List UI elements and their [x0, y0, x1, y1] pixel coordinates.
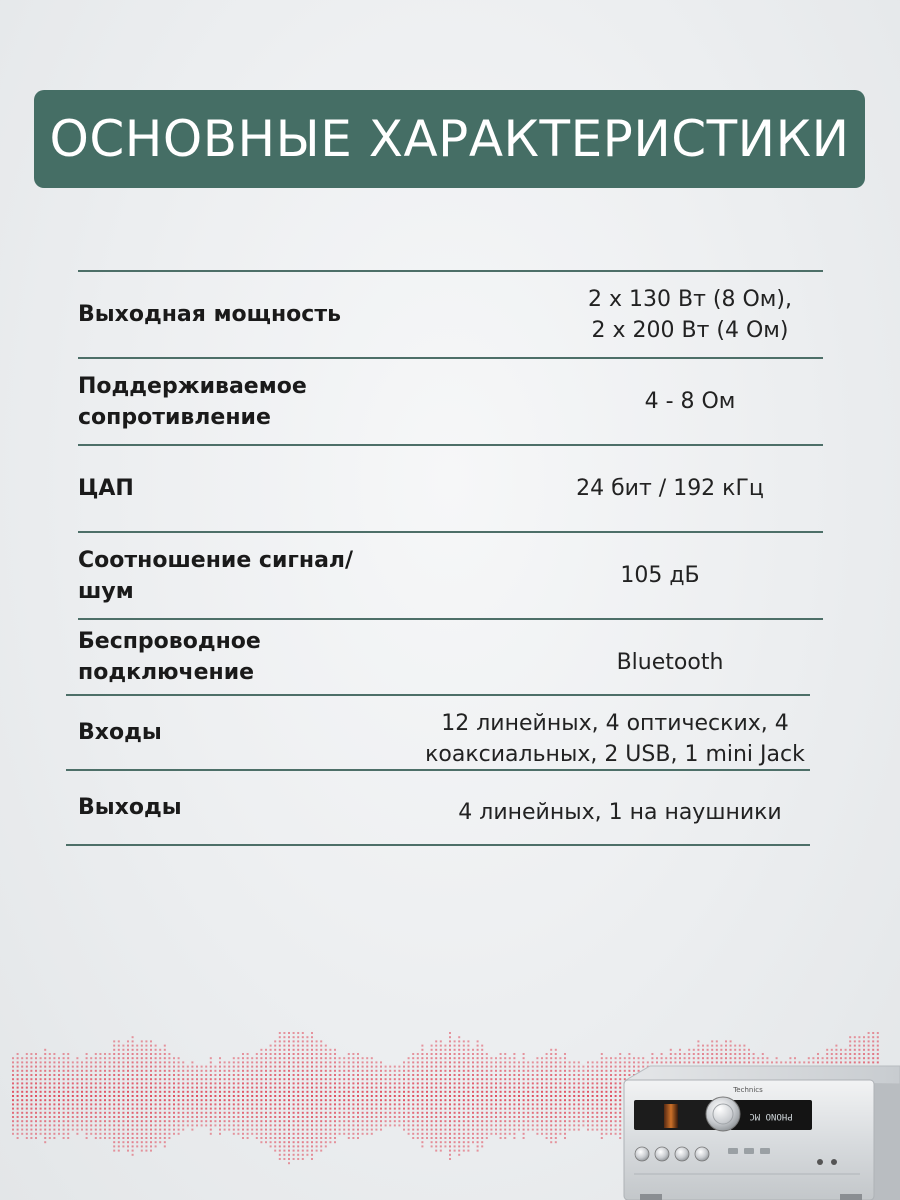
amplifier-photo-icon [620, 1062, 900, 1200]
amp-display-text: PHONO MC [749, 1111, 793, 1121]
spec-label: Выходы [78, 795, 182, 820]
spec-label: Беспроводное подключение [78, 629, 261, 685]
spec-value: 105 дБ [620, 563, 700, 588]
amp-brand: Technics [733, 1086, 763, 1094]
spec-label: Выходная мощность [78, 302, 342, 327]
spec-label: Соотношение сигнал/ шум [78, 547, 354, 604]
spec-value: Bluetooth [616, 649, 724, 675]
page-title: ОСНОВНЫЕ ХАРАКТЕРИСТИКИ [49, 110, 850, 168]
spec-value: 12 линейных, 4 оптических, 4 коаксиальных, 2 USB, 1 mini Jack [425, 711, 805, 767]
spec-value: 4 линейных, 1 на наушники [458, 800, 782, 825]
spec-label: ЦАП [78, 476, 134, 501]
spec-label: Входы [78, 720, 162, 745]
spec-value: 2 x 130 Вт (8 Ом), 2 x 200 Вт (4 Ом) [588, 286, 792, 343]
spec-value: 4 - 8 Ом [644, 389, 736, 414]
spec-value: 24 бит / 192 кГц [576, 476, 764, 501]
spec-label: Поддерживаемое сопротивление [78, 373, 307, 430]
